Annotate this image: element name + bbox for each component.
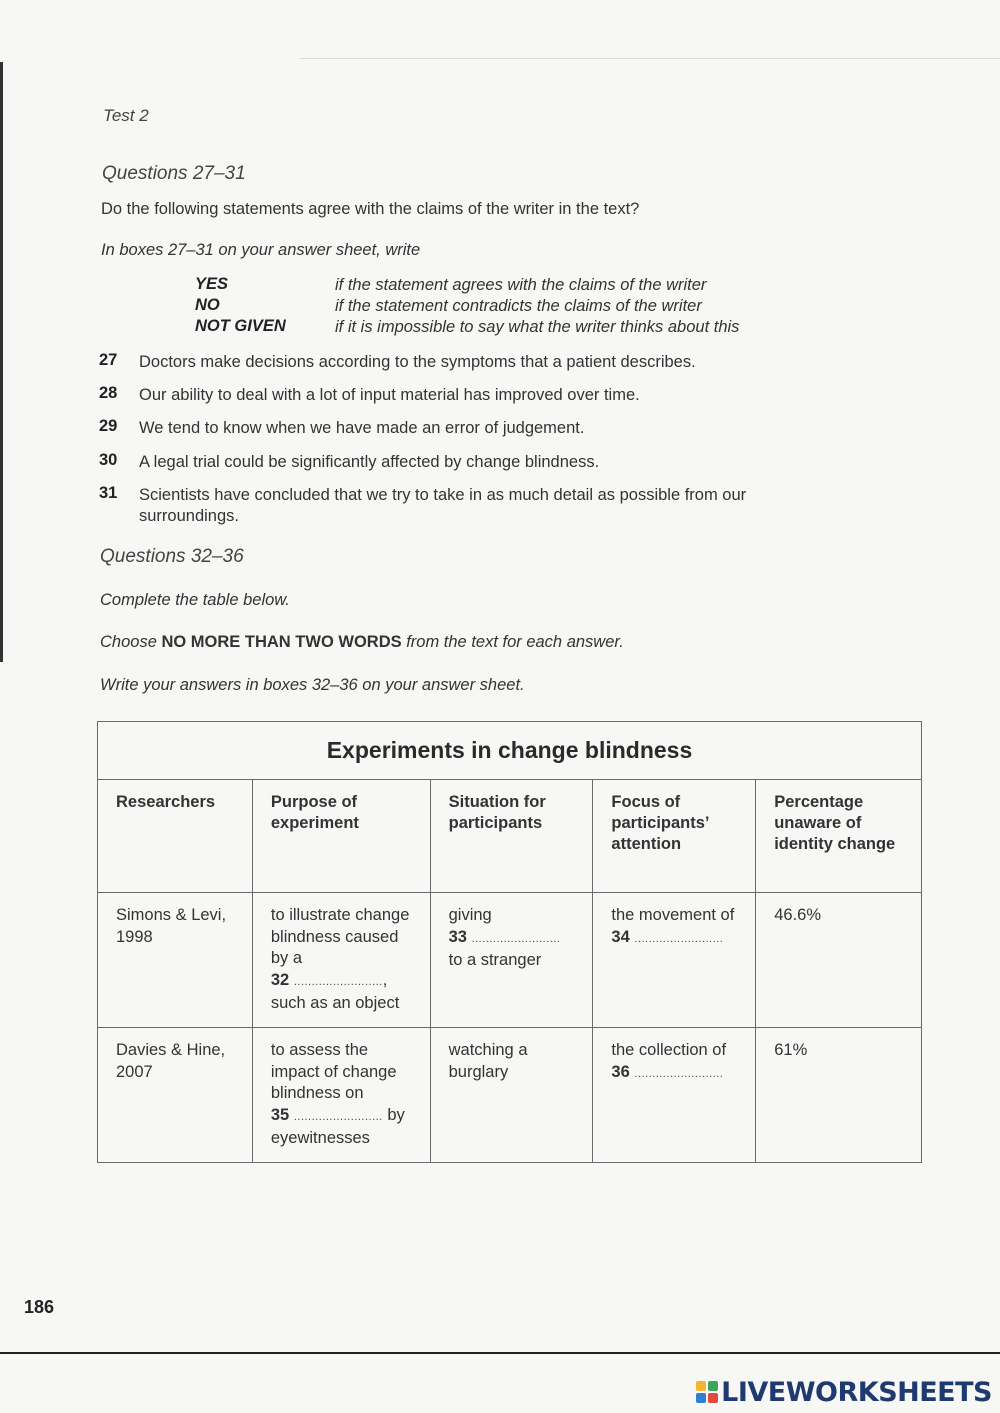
questions-32-36-heading: Questions 32–36 [100, 546, 244, 567]
complete-table-instruction: Complete the table below. [100, 591, 290, 609]
footer-rule [0, 1352, 1000, 1354]
key-term-not-given: NOT GIVEN [195, 317, 286, 335]
answer-blank-33[interactable]: ......................... [471, 932, 561, 945]
answer-sheet-instruction: Write your answers in boxes 32–36 on your answer sheet. [100, 676, 525, 694]
row1-focus: the movement of 34 ......................... [593, 893, 756, 1028]
row2-researchers: Davies & Hine, 2007 [98, 1028, 253, 1163]
gap-34-number: 34 [611, 927, 630, 946]
statement-28[interactable]: Our ability to deal with a lot of input material has improved over time. [139, 386, 640, 404]
statement-31-number: 31 [99, 484, 118, 502]
header-focus: Focus of participants’ attention [593, 780, 756, 893]
row2-focus: the collection of 36 ......................... [593, 1028, 756, 1163]
statement-29[interactable]: We tend to know when we have made an error of judgement. [139, 419, 585, 437]
liveworksheets-logo[interactable] [696, 1377, 992, 1407]
questions-27-31-heading: Questions 27–31 [102, 163, 246, 184]
section1-instruction: Do the following statements agree with the claims of the writer in the text? [101, 200, 640, 218]
statement-30-number: 30 [99, 451, 118, 469]
statement-31[interactable]: Scientists have concluded that we try to take in as much detail as possible from our surroundings. [139, 486, 747, 525]
test-label: Test 2 [103, 106, 149, 125]
key-def-yes: if the statement agrees with the claims of the writer [335, 276, 707, 294]
key-def-no: if the statement contradicts the claims of the writer [335, 297, 702, 315]
statement-28-number: 28 [99, 384, 118, 402]
header-researchers: Researchers [98, 780, 253, 893]
table-row [98, 893, 922, 1028]
gap-35-number: 35 [270, 1105, 290, 1124]
statement-29-number: 29 [99, 417, 118, 435]
row1-percentage: 46.6% [756, 893, 922, 1028]
table-header-row [98, 780, 922, 893]
row1-researchers: Simons & Levi, 1998 [98, 893, 253, 1028]
header-situation: Situation for participants [430, 780, 593, 893]
table-row [98, 1028, 922, 1163]
header-percentage: Percentage unaware of identity change [756, 780, 922, 893]
answer-blank-35[interactable]: ......................... [293, 1110, 383, 1123]
page-number: 186 [24, 1297, 55, 1317]
row1-situation: giving 33 ......................... to a stranger [430, 893, 593, 1028]
answer-blank-34[interactable]: ......................... [634, 932, 724, 945]
row1-purpose: to illustrate change blindness caused by a 32 ........................., such as an object [252, 893, 430, 1028]
table-title: Experiments in change blindness [98, 722, 922, 780]
gap-36-number: 36 [611, 1062, 630, 1081]
liveworksheets-wordmark: LIVEWORKSHEETS [721, 1376, 992, 1408]
word-limit-instruction: Choose NO MORE THAN TWO WORDS from the text for each answer. [100, 633, 624, 651]
liveworksheets-icon [696, 1381, 718, 1403]
binding-edge-rule [0, 62, 3, 662]
header-purpose: Purpose of experiment [252, 780, 430, 893]
gap-33-number: 33 [448, 927, 467, 946]
gap-32-number: 32 [270, 970, 290, 989]
top-rule [300, 58, 1000, 59]
answer-blank-32[interactable]: ......................... [293, 975, 383, 988]
row2-percentage: 61% [756, 1028, 922, 1163]
key-def-not-given: if it is impossible to say what the writer thinks about this [335, 318, 740, 336]
experiments-table [97, 721, 922, 1163]
row2-purpose: to assess the impact of change blindness on 35 ......................... by eyewitnesses [252, 1028, 430, 1163]
answer-blank-36[interactable]: ......................... [634, 1067, 724, 1080]
key-term-yes: YES [195, 275, 229, 293]
row2-situation: watching a burglary [430, 1028, 593, 1163]
key-term-no: NO [195, 296, 220, 314]
statement-27[interactable]: Doctors make decisions according to the symptoms that a patient describes. [139, 353, 696, 371]
statement-30[interactable]: A legal trial could be significantly affected by change blindness. [139, 453, 600, 471]
statement-27-number: 27 [99, 351, 118, 369]
box-instruction: In boxes 27–31 on your answer sheet, write [101, 241, 421, 259]
